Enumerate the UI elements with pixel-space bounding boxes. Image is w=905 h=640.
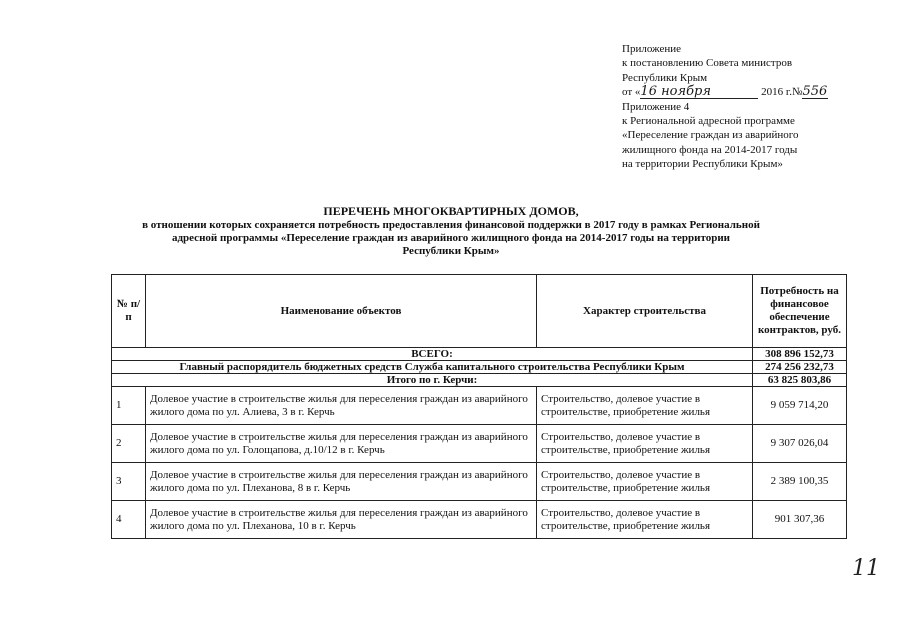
handwritten-page-number: 11 (852, 556, 880, 581)
row-num: 2 (112, 425, 146, 463)
row-num: 1 (112, 387, 146, 425)
row-num: 4 (112, 501, 146, 539)
table-row (112, 463, 847, 501)
appendix-line-6: к Региональной адресной программе (622, 115, 795, 128)
row-type: Строительство, долевое участие в строительстве, приобретение жилья (537, 425, 753, 463)
header-type: Характер строительства (537, 275, 753, 348)
row-name: Долевое участие в строительстве жилья для переселения граждан из аварийного жилого дома по ул. Алиева, 3 в г. Керчь (146, 387, 537, 425)
appendix-line-5: Приложение 4 (622, 100, 690, 113)
row-value: 2 389 100,35 (753, 463, 847, 501)
table-row (112, 387, 847, 425)
title-line-4: Республики Крым» (402, 245, 500, 257)
subtotal-label: Итого по г. Керчи: (112, 374, 753, 387)
row-value: 901 307,36 (753, 501, 847, 539)
row-value: 9 307 026,04 (753, 425, 847, 463)
manager-row (112, 361, 847, 374)
row-type: Строительство, долевое участие в строительстве, приобретение жилья (537, 387, 753, 425)
appendix-date-line (622, 85, 892, 99)
number-field (802, 86, 828, 99)
title-line-3: адресной программы «Переселение граждан из аварийного жилищного фонда на 2014-2017 годы на территории (171, 232, 730, 244)
appendix-block (622, 42, 892, 172)
appendix-line-2: к постановлению Совета министров (622, 57, 793, 70)
table-row (112, 425, 847, 463)
houses-table (111, 274, 847, 539)
handwritten-number: 556 (802, 84, 828, 100)
row-type: Строительство, долевое участие в строительстве, приобретение жилья (537, 463, 753, 501)
header-need: Потребность на финансовое обеспечение контрактов, руб. (753, 275, 847, 348)
document-title (100, 205, 802, 258)
row-num: 3 (112, 463, 146, 501)
row-name: Долевое участие в строительстве жилья для переселения граждан из аварийного жилого дома по ул. Голощапова, д.10/12 в г. Керчь (146, 425, 537, 463)
manager-value: 274 256 232,73 (753, 361, 847, 374)
appendix-line-8: жилищного фонда на 2014-2017 годы (622, 143, 798, 156)
subtotal-value: 63 825 803,86 (753, 374, 847, 387)
total-value: 308 896 152,73 (753, 348, 847, 361)
date-mid: 2016 г.№ (761, 86, 803, 99)
row-name: Долевое участие в строительстве жилья для переселения граждан из аварийного жилого дома по ул. Плеханова, 8 в г. Керчь (146, 463, 537, 501)
table-row (112, 501, 847, 539)
appendix-line-7: «Переселение граждан из аварийного (622, 129, 799, 142)
appendix-line-1: Приложение (622, 43, 682, 55)
row-type: Строительство, долевое участие в строительстве, приобретение жилья (537, 501, 753, 539)
date-prefix: от « (622, 86, 641, 99)
title-line-1: ПЕРЕЧЕНЬ МНОГОКВАРТИРНЫХ ДОМОВ, (323, 204, 579, 218)
header-num: № п/п (112, 275, 146, 348)
title-line-2: в отношении которых сохраняется потребность предоставления финансовой поддержки в 2017 году в рамках Региональной (142, 219, 760, 231)
row-name: Долевое участие в строительстве жилья для переселения граждан из аварийного жилого дома по ул. Плеханова, 10 в г. Керчь (146, 501, 537, 539)
total-row (112, 348, 847, 361)
header-name: Наименование объектов (146, 275, 537, 348)
subtotal-row (112, 374, 847, 387)
manager-label: Главный распорядитель бюджетных средств Служба капитального строительства Республики Крым (112, 361, 753, 374)
appendix-line-9: на территории Республики Крым» (622, 158, 783, 171)
handwritten-date: 16 ноября (640, 84, 711, 100)
total-label: ВСЕГО: (112, 348, 753, 361)
appendix-line-3: Республики Крым (622, 71, 708, 84)
date-field (640, 86, 758, 99)
table-header-row (112, 275, 847, 348)
row-value: 9 059 714,20 (753, 387, 847, 425)
